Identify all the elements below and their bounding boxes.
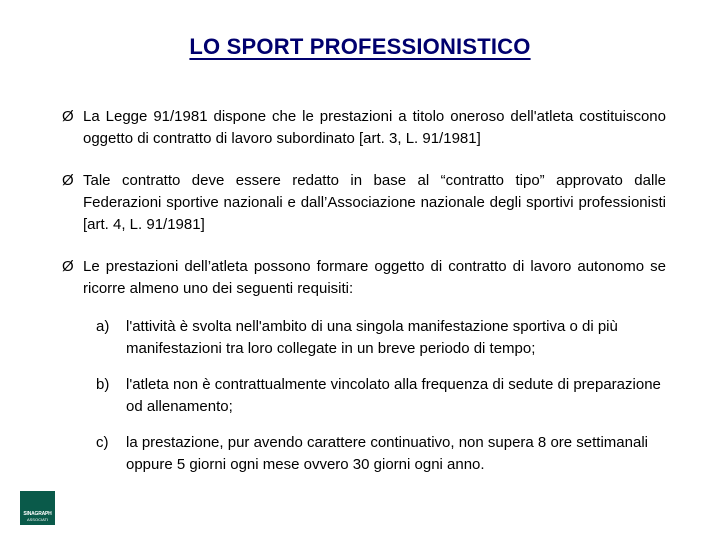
bullet-item — [62, 256, 666, 300]
arrow-bullet-icon: Ø — [62, 108, 74, 125]
requirements-list — [96, 316, 666, 476]
page-title: LO SPORT PROFESSIONISTICO — [189, 34, 531, 59]
list-item — [96, 374, 666, 418]
logo-line-1: SINAGRAPH — [23, 511, 52, 517]
bullet-text: Tale contratto deve essere redatto in base al “contratto tipo” approvato dalle Federazioni sportive nazionali e dall’Associazione nazionale degli sportivi professionisti [art. 4, L. 91/1981] — [83, 172, 666, 233]
list-item — [96, 316, 666, 360]
arrow-bullet-icon: Ø — [62, 172, 74, 189]
list-item — [96, 432, 666, 476]
list-item-text: l'attività è svolta nell'ambito di una singola manifestazione sportiva o di più manifestazioni tra loro collegate in un breve periodo di tempo; — [126, 318, 618, 357]
bullet-item — [62, 170, 666, 236]
list-marker: a) — [96, 318, 110, 335]
list-item-text: la prestazione, pur avendo carattere continuativo, non supera 8 ore settimanali oppure 5 giorni ogni mese ovvero 30 giorni ogni anno. — [126, 434, 648, 473]
company-logo — [20, 491, 55, 525]
bullet-item — [62, 106, 666, 150]
list-marker: c) — [96, 434, 109, 451]
bullet-list — [62, 106, 666, 490]
bullet-text: La Legge 91/1981 dispone che le prestazioni a titolo oneroso dell'atleta costituiscono oggetto di contratto di lavoro subordinato [art. 3, L. 91/1981] — [83, 108, 666, 147]
list-item-text: l'atleta non è contrattualmente vincolato alla frequenza di sedute di preparazione od allenamento; — [126, 376, 661, 415]
logo-line-2: ASSOCIATI — [26, 517, 49, 522]
bullet-text: Le prestazioni dell’atleta possono formare oggetto di contratto di lavoro autonomo se ricorre almeno uno dei seguenti requisiti: — [83, 258, 666, 297]
list-marker: b) — [96, 376, 110, 393]
arrow-bullet-icon: Ø — [62, 258, 74, 275]
